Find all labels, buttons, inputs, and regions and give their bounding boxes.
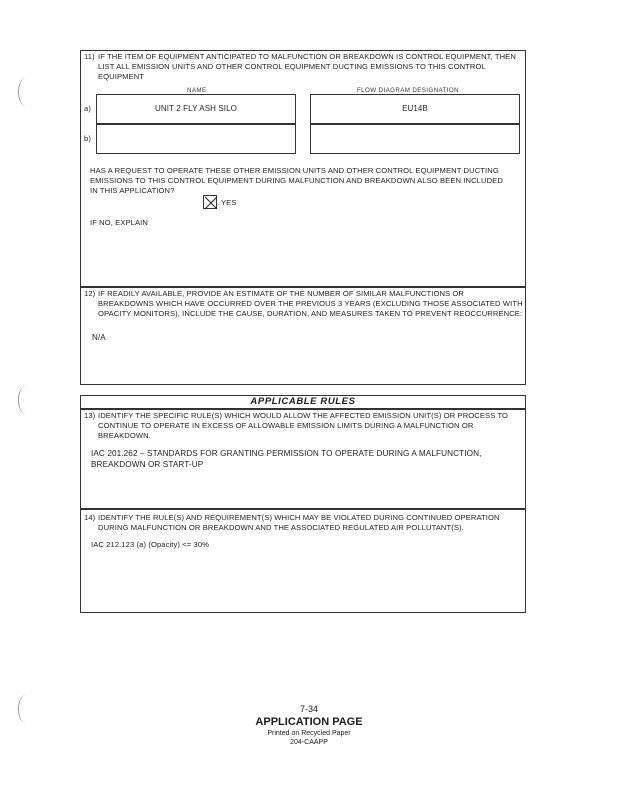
footer-code: 204-CAAPP <box>290 739 328 746</box>
q11-number: 11) <box>84 52 95 61</box>
binder-hole-middle <box>18 386 33 414</box>
q11-text: IF THE ITEM OF EQUIPMENT ANTICIPATED TO MALFUNCTION OR BREAKDOWN IS CONTROL EQUIPMENT, THEN LIST ALL EMISSION UNITS AND OTHER CONTROL EQUIPMENT DUCTING EMISSIONS TO THIS CONTROL EQUIPMENT <box>98 52 516 81</box>
rules-heading: APPLICABLE RULES <box>250 396 356 407</box>
row-b-name-field[interactable] <box>96 124 296 154</box>
q12-answer: N/A <box>92 333 106 342</box>
row-a-name-value: UNIT 2 FLY ASH SILO <box>155 104 237 113</box>
q13-number: 13) <box>84 411 96 420</box>
footer-printed: Printed on Recycled Paper <box>267 730 351 737</box>
footer-title: APPLICATION PAGE <box>255 716 363 728</box>
row-b-designation-field[interactable] <box>310 124 520 154</box>
row-a-designation-value: EU14B <box>402 104 428 113</box>
q14-text: IDENTIFY THE RULE(S) AND REQUIREMENT(S) WHICH MAY BE VIOLATED DURING CONTINUED OPERATION DURING MALFUNCTION OR BREAKDOWN AND THE ASSOCIATED REGULATED AIR POLLUTANT(S). <box>98 513 500 532</box>
q12-number: 12) <box>84 289 96 298</box>
col-name-header: NAME <box>187 87 207 94</box>
col-flow-header: FLOW DIAGRAM DESIGNATION <box>357 87 459 94</box>
yes-label: YES <box>221 198 237 207</box>
q13-text: IDENTIFY THE SPECIFIC RULE(S) WHICH WOULD ALLOW THE AFFECTED EMISSION UNIT(S) OR PROCESS TO CONTINUE TO OPERATE IN EXCESS OF ALLOWABLE EMISSION LIMITS DURING A MALFUNCTION OR BREAKDOWN. <box>98 411 509 440</box>
q14-number: 14) <box>84 513 96 522</box>
q13-answer: IAC 201.262 – STANDARDS FOR GRANTING PERMISSION TO OPERATE DURING A MALFUNCTION, BREAKDOWN OR START-UP <box>91 449 482 469</box>
page-number: 7-34 <box>299 704 318 714</box>
explain-label: IF NO, EXPLAIN <box>90 218 148 227</box>
checkmark-x-icon <box>204 196 218 210</box>
row-a-letter: a) <box>84 104 91 113</box>
yes-checkbox[interactable] <box>203 195 217 209</box>
binder-hole-top <box>18 78 33 106</box>
q11-question: HAS A REQUEST TO OPERATE THESE OTHER EMISSION UNITS AND OTHER CONTROL EQUIPMENT DUCTING EMISSIONS TO THIS CONTROL EQUIPMENT DURING MALFUNCTION AND BREAKDOWN ALSO BEEN INCLUDED IN THIS APPLICATION? <box>90 166 503 195</box>
row-b-letter: b) <box>84 134 91 143</box>
q12-text: IF READILY AVAILABLE, PROVIDE AN ESTIMATE OF THE NUMBER OF SIMILAR MALFUNCTIONS OR BREAKDOWNS WHICH HAVE OCCURRED OVER THE PREVIOUS 3 YEARS (EXCLUDING THOSE ASSOCIATED WITH OPACITY MONITORS), INCLUDE THE CAUSE, DURATION, AND MEASURES TAKEN TO PREVENT REOCCURRENCE: <box>98 289 523 318</box>
q14-answer: IAC 212.123 (a) (Opacity) <= 30% <box>91 540 210 549</box>
